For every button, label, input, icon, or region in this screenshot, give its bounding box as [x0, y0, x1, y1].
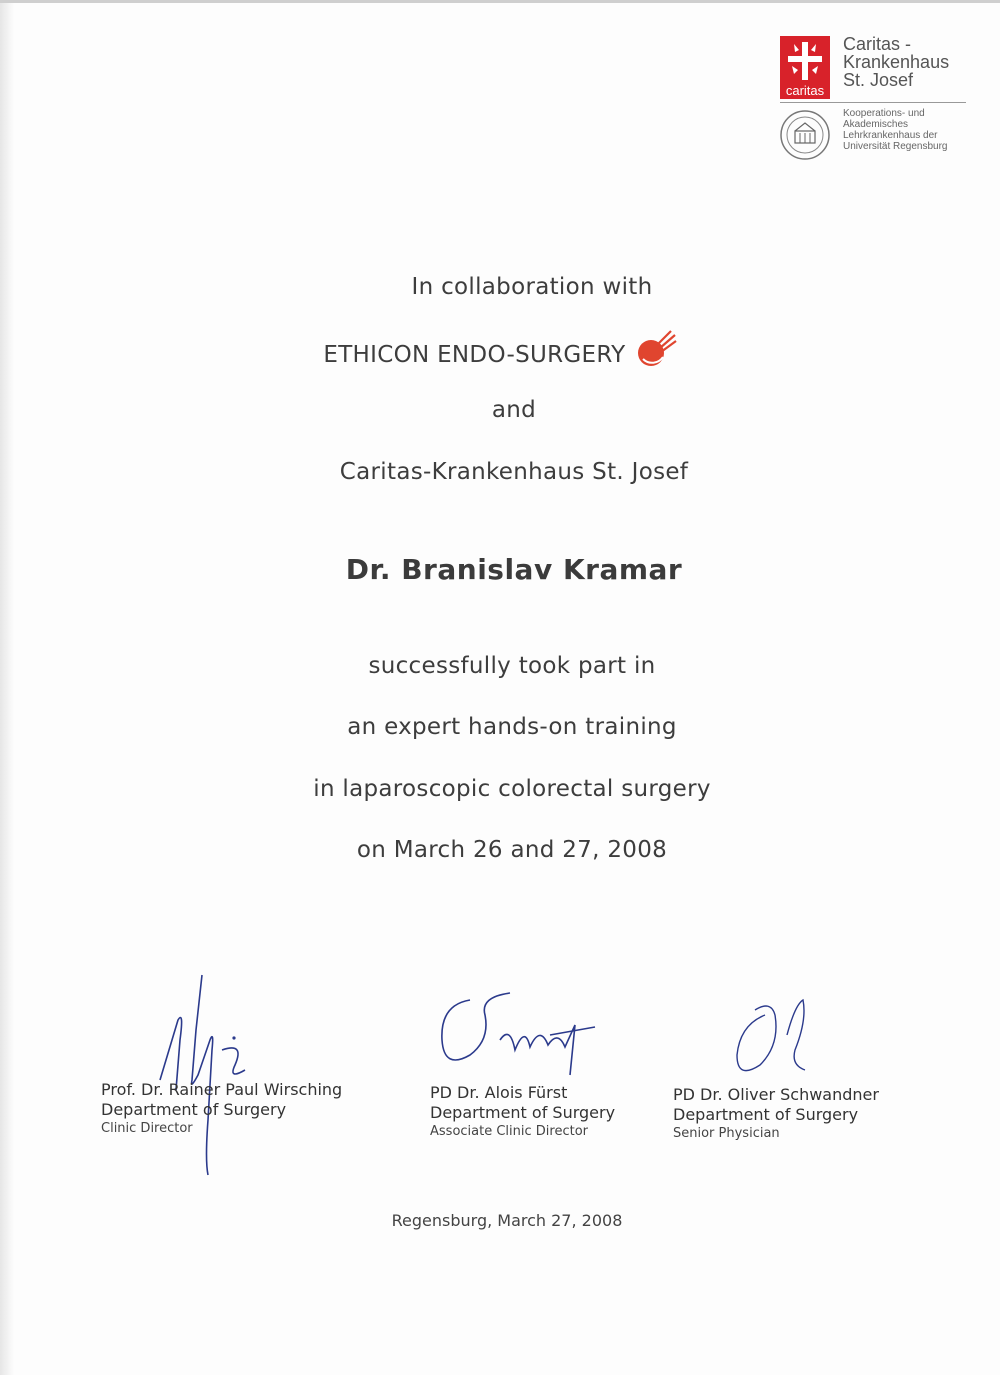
scan-edge — [0, 0, 14, 1375]
university-line: Universität Regensburg — [843, 141, 948, 152]
signatory-title: Clinic Director — [101, 1121, 193, 1136]
collab-line: In collaboration with — [411, 274, 653, 300]
signature-wirsching — [150, 970, 270, 1180]
hospital-name-line: St. Josef — [843, 70, 914, 90]
logo-divider — [780, 102, 966, 103]
signatory-title: Associate Clinic Director — [430, 1124, 588, 1139]
recipient-name: Dr. Branislav Kramar — [345, 553, 683, 586]
statement-line-2: an expert hands-on training — [347, 714, 677, 740]
scan-edge-top — [0, 0, 1000, 3]
hospital-line: Caritas-Krankenhaus St. Josef — [339, 459, 689, 485]
ethicon-text: ETHICON ENDO-SURGERY — [323, 342, 626, 368]
statement-line-3: in laparoscopic colorectal surgery — [313, 776, 711, 802]
university-seal-icon — [779, 109, 831, 161]
signatory-schwandner — [673, 1085, 879, 1143]
university-line: Akademisches — [843, 119, 909, 130]
university-line: Lehrkrankenhaus der — [843, 130, 938, 141]
signatory-department: Department of Surgery — [673, 1105, 859, 1124]
hospital-name-line: Caritas - — [843, 34, 912, 54]
signatory-name: PD Dr. Alois Fürst — [430, 1083, 568, 1102]
and-line: and — [491, 397, 537, 423]
place-and-date: Regensburg, March 27, 2008 — [391, 1211, 623, 1230]
university-line: Kooperations- und — [843, 108, 925, 119]
signatory-department: Department of Surgery — [430, 1103, 616, 1122]
hospital-name-line: Krankenhaus — [843, 52, 950, 72]
hospital-name — [843, 35, 949, 89]
statement-line-1: successfully took part in — [368, 653, 656, 679]
statement-line-4: on March 26 and 27, 2008 — [356, 837, 668, 863]
ethicon-line — [0, 335, 1000, 375]
signatory-name: PD Dr. Oliver Schwandner — [673, 1085, 879, 1104]
ethicon-logo-icon — [633, 329, 677, 369]
signatory-title: Senior Physician — [673, 1126, 780, 1141]
caritas-logo-word: caritas — [785, 83, 825, 98]
caritas-flame-cross-icon — [785, 40, 825, 84]
signature-fuerst — [430, 985, 610, 1085]
university-affiliation — [843, 108, 948, 152]
signatory-fuerst — [430, 1083, 615, 1141]
signatory-wirsching — [101, 1080, 342, 1138]
signature-schwandner — [725, 995, 835, 1085]
signatory-name: Prof. Dr. Rainer Paul Wirsching — [101, 1080, 343, 1099]
signatory-department: Department of Surgery — [101, 1100, 287, 1119]
